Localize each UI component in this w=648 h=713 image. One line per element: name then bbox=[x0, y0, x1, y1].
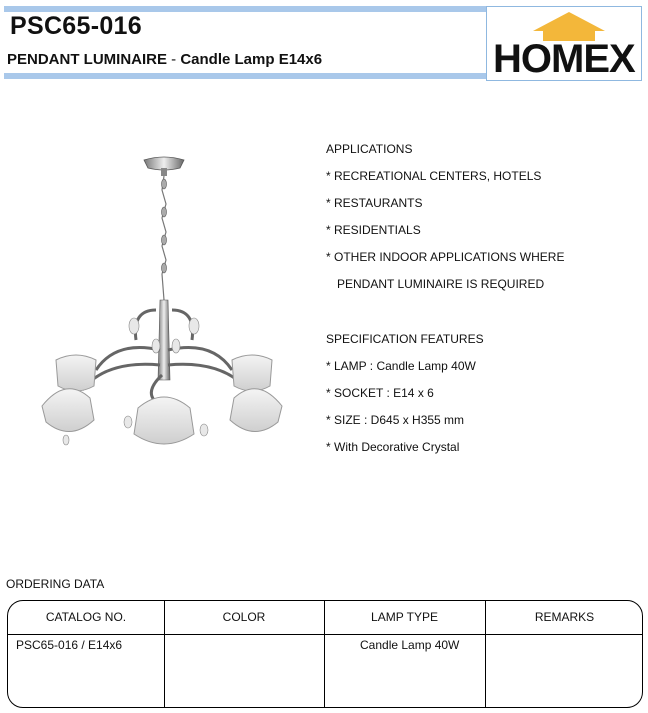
ordering-table bbox=[7, 600, 643, 708]
header-bottom-bar bbox=[4, 73, 486, 79]
column-header-color: COLOR bbox=[222, 610, 266, 624]
cell-lamp-type: Candle Lamp 40W bbox=[360, 638, 460, 652]
specification-item: * SOCKET : E14 x 6 bbox=[326, 386, 434, 400]
specification-title: SPECIFICATION FEATURES bbox=[326, 332, 484, 346]
applications-title: APPLICATIONS bbox=[326, 142, 413, 156]
applications-item: * RESIDENTIALS bbox=[326, 223, 421, 237]
column-header-lamp-type: LAMP TYPE bbox=[371, 610, 438, 624]
subtitle-rest: Candle Lamp E14x6 bbox=[180, 51, 323, 68]
applications-item: * RESTAURANTS bbox=[326, 196, 423, 210]
homex-logo bbox=[486, 6, 642, 81]
logo-text: HOMEX bbox=[493, 37, 635, 81]
subtitle-separator: - bbox=[167, 51, 181, 68]
table-header-divider bbox=[8, 634, 642, 635]
applications-item: * RECREATIONAL CENTERS, HOTELS bbox=[326, 169, 542, 183]
subtitle-main: PENDANT LUMINAIRE bbox=[7, 51, 167, 68]
product-code: PSC65-016 bbox=[10, 12, 142, 40]
product-subtitle bbox=[7, 51, 322, 68]
chandelier-image bbox=[36, 150, 292, 450]
specification-item: * LAMP : Candle Lamp 40W bbox=[326, 359, 476, 373]
specification-item: * SIZE : D645 x H355 mm bbox=[326, 413, 465, 427]
applications-item: * OTHER INDOOR APPLICATIONS WHERE bbox=[326, 250, 565, 264]
ordering-title: ORDERING DATA bbox=[6, 577, 105, 591]
specification-item: * With Decorative Crystal bbox=[326, 440, 460, 454]
column-header-catalog: CATALOG NO. bbox=[45, 610, 127, 624]
column-header-remarks: REMARKS bbox=[534, 610, 595, 624]
cell-catalog: PSC65-016 / E14x6 bbox=[16, 638, 123, 652]
applications-item: PENDANT LUMINAIRE IS REQUIRED bbox=[337, 277, 545, 291]
